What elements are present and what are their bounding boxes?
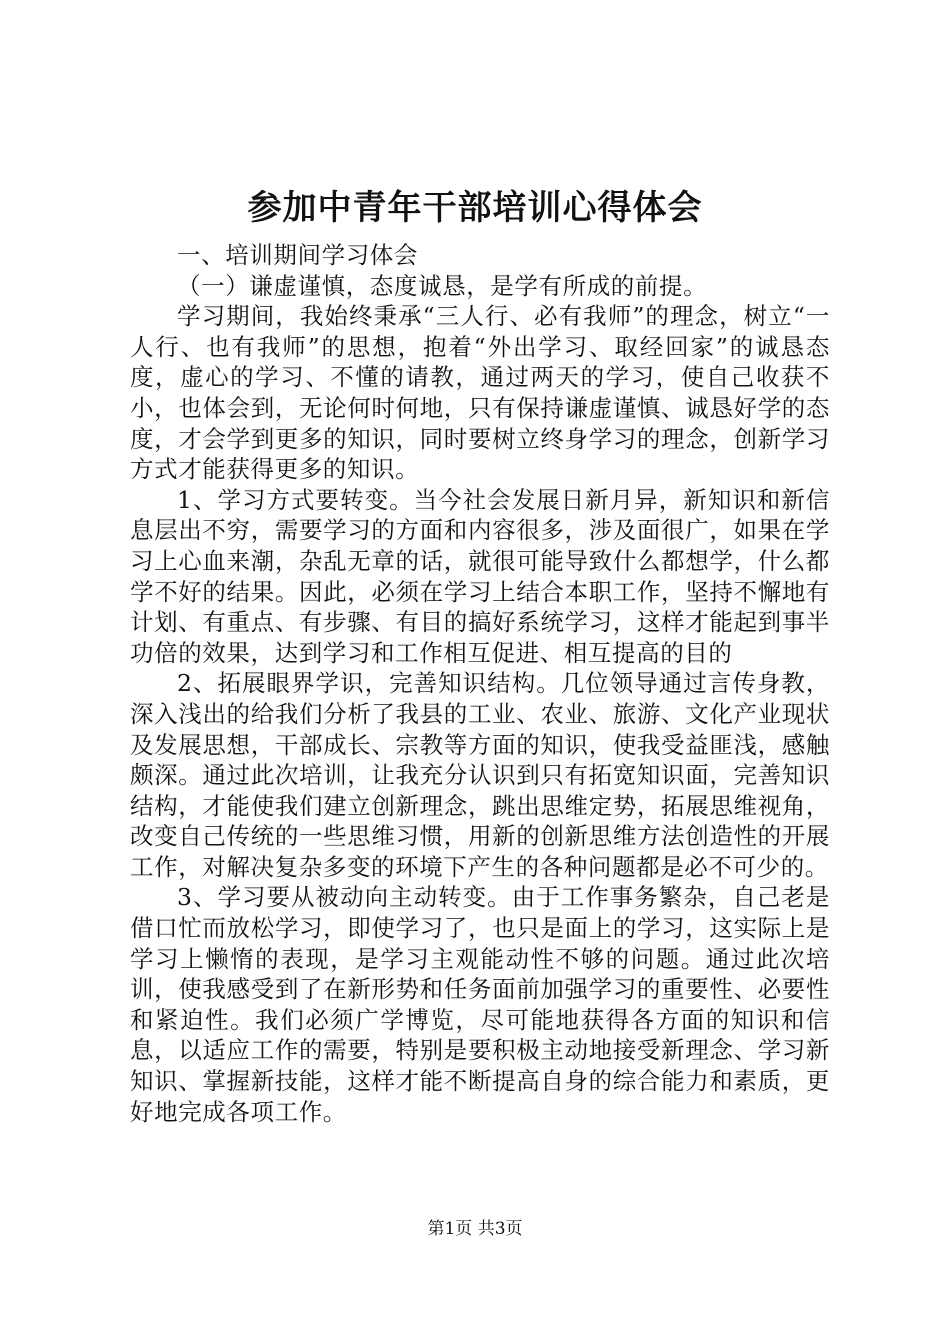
body-paragraph: 1、学习方式要转变。当今社会发展日新月异，新知识和新信息层出不穷，需要学习的方面和内容很多，涉及面很广，如果在学习上心血来潮，杂乱无章的话，就很可能导致什么都想学，什么都学不好的结果。因此，必须在学习上结合本职工作，坚持不懈地有计划、有重点、有步骤、有目的搞好系统学习，这样才能起到事半功倍的效果，达到学习和工作相互促进、相互提高的目的	[130, 485, 830, 667]
page-footer: 第1页 共3页	[427, 1219, 523, 1239]
section-heading: 一、培训期间学习体会	[177, 241, 418, 269]
body-paragraph: 2、拓展眼界学识，完善知识结构。几位领导通过言传身教，深入浅出的给我们分析了我县的工业、农业、旅游、文化产业现状及发展思想，干部成长、宗教等方面的知识，使我受益匪浅，感触颇深。通过此次培训，让我充分认识到只有拓宽知识面，完善知识结构，才能使我们建立创新理念，跳出思维定势，拓展思维视角，改变自己传统的一些思维习惯，用新的创新思维方法创造性的开展工作，对解决复杂多变的环境下产生的各种问题都是必不可少的。	[130, 669, 830, 881]
body-paragraph: 学习期间，我始终秉承“三人行、必有我师”的理念，树立“一人行、也有我师”的思想，抱着“外出学习、取经回家”的诚恳态度，虚心的学习、不懂的请教，通过两天的学习，使自己收获不小，也体会到，无论何时何地，只有保持谦虚谨慎、诚恳好学的态度，才会学到更多的知识，同时要树立终身学习的理念，创新学习方式才能获得更多的知识。	[130, 302, 830, 484]
document-body	[130, 240, 830, 1127]
document-title: 参加中青年干部培训心得体会	[247, 188, 703, 228]
subsection-heading: （一）谦虚谨慎，态度诚恳，是学有所成的前提。	[177, 271, 708, 300]
body-paragraph: 3、学习要从被动向主动转变。由于工作事务繁杂，自己老是借口忙而放松学习，即使学习了，也只是面上的学习，这实际上是学习上懒惰的表现，是学习主观能动性不够的问题。通过此次培训，使我感受到了在新形势和任务面前加强学习的重要性、必要性和紧迫性。我们必须广学博览，尽可能地获得各方面的知识和信息，以适应工作的需要，特别是要积极主动地接受新理念、学习新知识、掌握新技能，这样才能不断提高自身的综合能力和素质，更好地完成各项工作。	[130, 883, 830, 1126]
